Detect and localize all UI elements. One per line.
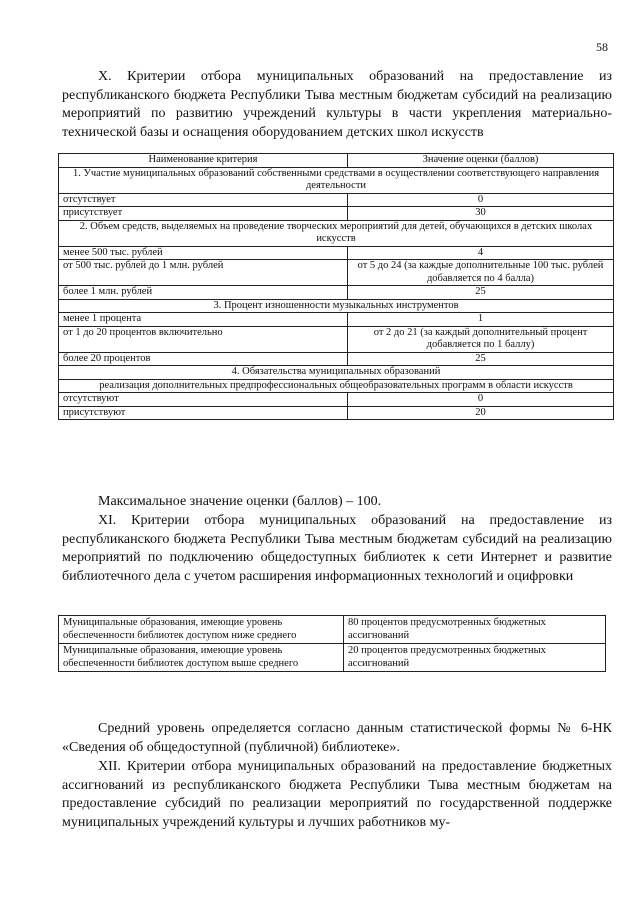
table-row xyxy=(59,393,614,407)
criterion-cell: от 1 до 20 процентов включительно xyxy=(59,326,348,352)
group-4-subtitle: реализация дополнительных предпрофессиональных общеобразовательных программ в области искусств xyxy=(59,379,614,393)
criterion-cell: присутствует xyxy=(59,207,348,221)
criteria-table xyxy=(58,153,614,420)
table-row xyxy=(59,286,614,300)
score-cell: от 5 до 24 (за каждые дополнительные 100 тыс. рублей добавляется по 4 балла) xyxy=(348,260,614,286)
table-row xyxy=(59,313,614,327)
table-header-row xyxy=(59,154,614,168)
section-10-heading: X. Критерии отбора муниципальных образований на предоставление из республиканского бюджета Республики Тыва местным бюджетам субсидий на реализацию мероприятий по развитию учреждений культуры в части укрепления материально-технической базы и оснащения оборудованием детских школ искусств xyxy=(62,69,612,140)
score-cell: 0 xyxy=(348,393,614,407)
criterion-cell: отсутствует xyxy=(59,193,348,207)
score-cell: 25 xyxy=(348,352,614,366)
header-criterion: Наименование критерия xyxy=(59,154,348,168)
municipality-cell: Муниципальные образования, имеющие уровень обеспеченности библиотек доступом ниже среднего xyxy=(59,616,344,644)
table-row xyxy=(59,616,606,644)
criterion-cell: присутствуют xyxy=(59,406,348,420)
table-row xyxy=(59,352,614,366)
group-title-row xyxy=(59,220,614,246)
table-row xyxy=(59,207,614,221)
criterion-cell: более 20 процентов xyxy=(59,352,348,366)
group-3-title: 3. Процент изношенности музыкальных инструментов xyxy=(59,299,614,313)
score-cell: от 2 до 21 (за каждый дополнительный процент добавляется по 1 баллу) xyxy=(348,326,614,352)
group-title-row xyxy=(59,167,614,193)
group-title-row xyxy=(59,366,614,380)
group-subtitle-row xyxy=(59,379,614,393)
allocation-cell: 20 процентов предусмотренных бюджетных ассигнований xyxy=(344,644,606,672)
table-row xyxy=(59,326,614,352)
section-12-heading: XII. Критерии отбора муниципальных образований на предоставление бюджетных ассигнований из республиканского бюджета Республики Тыва местным бюджетам на предоставление субсидий по реализации мероприятий по государственной поддержке муниципальных учреждений культуры и лучших работников му- xyxy=(62,759,612,830)
score-cell: 4 xyxy=(348,246,614,260)
score-cell: 20 xyxy=(348,406,614,420)
max-score-text: Максимальное значение оценки (баллов) – 100. xyxy=(98,494,382,509)
criterion-cell: отсутствуют xyxy=(59,393,348,407)
group-4-title: 4. Обязательства муниципальных образований xyxy=(59,366,614,380)
group-2-title: 2. Объем средств, выделяемых на проведение творческих мероприятий для детей, обучающихся в детских школах искусств xyxy=(59,220,614,246)
allocation-cell: 80 процентов предусмотренных бюджетных ассигнований xyxy=(344,616,606,644)
group-title-row xyxy=(59,299,614,313)
average-level-text: Средний уровень определяется согласно данным статистической формы № 6-НК «Сведения об общедоступной (публичной) библиотеке». xyxy=(62,721,612,755)
section-11-heading: XI. Критерии отбора муниципальных образований на предоставление из республиканского бюджета Республики Тыва местным бюджетам субсидий на реализацию мероприятий по подключению общедоступных библиотек к сети Интернет и развитие библиотечного дела с учетом расширения информационных технологий и оцифровки xyxy=(62,513,612,584)
criterion-cell: менее 500 тыс. рублей xyxy=(59,246,348,260)
table-row xyxy=(59,406,614,420)
library-table xyxy=(58,615,606,672)
table-row xyxy=(59,193,614,207)
criterion-cell: более 1 млн. рублей xyxy=(59,286,348,300)
header-score: Значение оценки (баллов) xyxy=(348,154,614,168)
table-row xyxy=(59,644,606,672)
score-cell: 1 xyxy=(348,313,614,327)
score-cell: 0 xyxy=(348,193,614,207)
criterion-cell: от 500 тыс. рублей до 1 млн. рублей xyxy=(59,260,348,286)
score-cell: 25 xyxy=(348,286,614,300)
page-number: 58 xyxy=(596,40,608,54)
table-row xyxy=(59,246,614,260)
criterion-cell: менее 1 процента xyxy=(59,313,348,327)
score-cell: 30 xyxy=(348,207,614,221)
municipality-cell: Муниципальные образования, имеющие уровень обеспеченности библиотек доступом выше среднего xyxy=(59,644,344,672)
table-row xyxy=(59,260,614,286)
group-1-title: 1. Участие муниципальных образований собственными средствами в осуществлении соответствующего направления деятельности xyxy=(59,167,614,193)
